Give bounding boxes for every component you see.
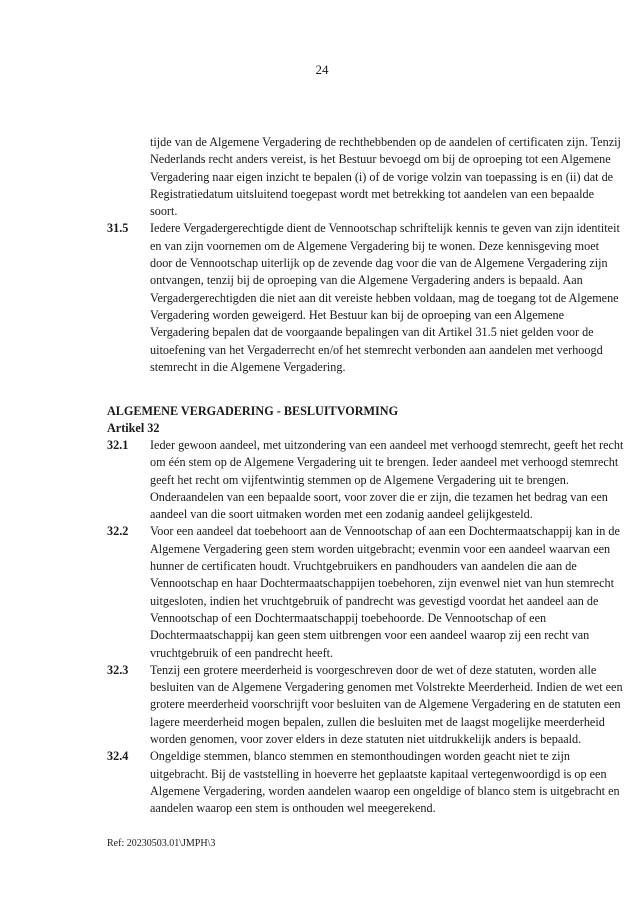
clause-number: 32.1	[107, 438, 129, 452]
clause-text: Ieder gewoon aandeel, met uitzondering van een aandeel met verhoogd stemrecht, geeft het recht om één stem op de Algemene Vergadering uit te brengen. Ieder aandeel met verhoogd stemrecht geeft het recht om vijfentwintig stemmen op de Algemene Vergadering uit te brengen. Onderaandelen van een bepaalde soort, voor zover die er zijn, die tezamen het bedrag van een aandeel van die soort uitmaken worden met een zodanig aandeel gelijkgesteld.	[150, 438, 624, 522]
clause-32-3	[107, 662, 624, 748]
clause-number: 31.5	[107, 221, 129, 236]
clause-32-4	[107, 748, 624, 817]
intro-paragraph: tijde van de Algemene Vergadering de rechthebbenden op de aandelen of certificaten zijn. Tenzij Nederlands recht anders vereist, is het Bestuur bevoegd om bij de oproeping tot een Algemene Vergadering naar eigen inzicht te bepalen (i) of de vorige volzin van toepassing is en (ii) dat de Registratiedatum uitsluitend toegepast wordt met betrekking tot aandelen van een bepaalde soort.	[150, 135, 621, 219]
clause-number: 32.3	[107, 662, 129, 677]
clause-text: Voor een aandeel dat toebehoort aan de Vennootschap of aan een Dochtermaatschappij kan in de Algemene Vergadering geen stem worden uitgebracht; evenmin voor een aandeel waarvan een hunner de certificaten houdt. Vruchtgebruikers en pandhouders van aandelen die aan de Vennootschap en haar Dochtermaatschappijen toebehoren, zijn evenwel niet van hun stemrecht uitgesloten, indien het vruchtgebruik of pandrecht was gevestigd voordat het aandeel aan de Vennootschap of een Dochtermaatschappij toebehoorde. De Vennootschap of een Dochtermaatschappij kan geen stem uitbrengen voor een aandeel waarop zij een recht van vruchtgebruik of een pandrecht heeft.	[150, 524, 620, 660]
clause-32-1	[107, 437, 624, 523]
clause-text: Tenzij een grotere meerderheid is voorgeschreven door de wet of deze statuten, worden alle besluiten van de Algemene Vergadering genomen met Volstrekte Meerderheid. Indien de wet een grotere meerderheid voorschrijft voor besluiten van de Algemene Vergadering en de statuten een lagere meerderheid mogen bepalen, zullen die besluiten met de laagst mogelijke meerderheid worden genomen, voor zover elders in deze statuten niet uitdrukkelijk anders is bepaald.	[150, 662, 623, 747]
clause-31-5	[107, 220, 624, 376]
clause-text: Ongeldige stemmen, blanco stemmen en stemonthoudingen worden geacht niet te zijn uitgebracht. Bij de vaststelling in hoeverre het geplaatste kapitaal vertegenwoordigd is op een Algemene Vergadering, worden aandelen waarop een ongeldige of blanco stem is uitgebracht en aandelen waarop een stem is onthouden wel meegerekend.	[150, 749, 620, 816]
article-heading: Artikel 32	[107, 421, 160, 435]
clause-text: Iedere Vergadergerechtigde dient de Vennootschap schriftelijk kennis te geven van zijn identiteit en van zijn voornemen om de Algemene Vergadering bij te wonen. Deze kennisgeving moet door de Vennootschap uiterlijk op de zevende dag voor die van de Algemene Vergadering zijn ontvangen, tenzij bij de oproeping van die Algemene Vergadering anders is bepaald. Aan Vergadergerechtigden die niet aan dit vereiste hebben voldaan, mag de toegang tot de Algemene Vergadering worden geweigerd. Het Bestuur kan bij de oproeping van een Algemene Vergadering bepalen dat de voorgaande bepalingen van dit Artikel 31.5 niet gelden voor de uitoefening van het Vergaderrecht en/of het stemrecht verbonden aan aandelen met verhoogd stemrecht in die Algemene Vergadering.	[150, 221, 620, 374]
document-body-top	[107, 134, 624, 376]
clause-number: 32.2	[107, 524, 129, 539]
footer-reference: Ref: 20230503.01\JMPH\3	[107, 838, 216, 849]
page-number: 24	[315, 62, 329, 77]
clause-number: 32.4	[107, 749, 129, 764]
clause-32-2	[107, 523, 624, 661]
article-32-clauses	[107, 437, 624, 818]
section-heading: ALGEMENE VERGADERING - BESLUITVORMING	[107, 404, 399, 418]
